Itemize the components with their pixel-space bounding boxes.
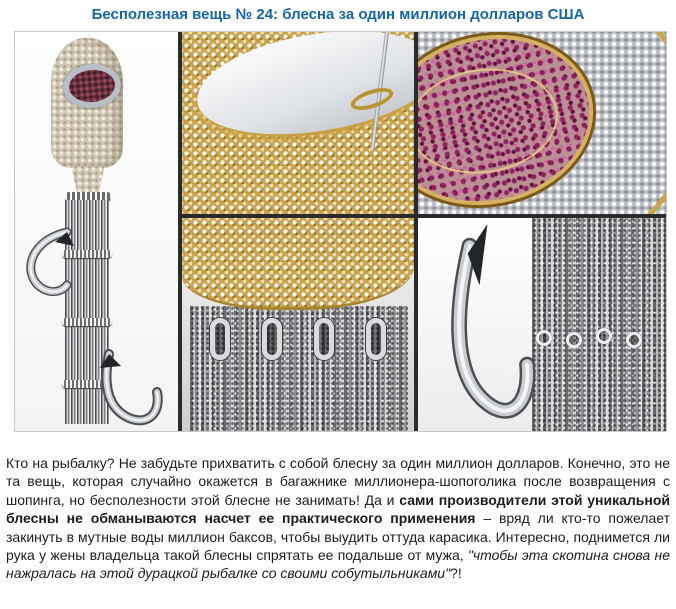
chain-ring [596,328,612,344]
photo-hook-chains [418,218,666,431]
small-hook-graphic-bottom [95,348,165,428]
chain-curtain [532,218,666,431]
chain-ring [626,332,642,348]
handle-taper [69,166,107,194]
chain-clasp [366,318,386,360]
chain-clasp [314,318,334,360]
article-segment-bold: сами производители этой уникальной блесны не обманываются насчет ее практического применения [6,491,670,527]
large-hook-graphic [424,220,542,428]
chain-ring [566,332,582,348]
ruby-gold-wire [418,59,565,183]
article-segment-italic: "чтобы эта скотина снова не нажралась на этой дурацкой рыбалке со своими собутыльниками" [6,547,670,582]
photo-diamond-body-chains [182,218,414,431]
lure-photo-collage [14,31,667,432]
photo-ruby-oval [418,32,666,214]
small-hook-graphic-top [17,222,75,300]
photo-diamond-band [182,32,414,214]
chain-clasp [210,318,230,360]
article-segment-normal: – вряд ли кто-то пожелает закинуть в мутные воды миллион баксов, чтобы выудить оттуда карасика. Интересно, поднимется ли рука у жены владельца такой блесны спрятать ее подальше от мужа, [6,510,670,564]
article-paragraph [6,454,670,583]
photo-lure-overview [15,32,178,431]
article-segment-normal: ?! [450,565,462,582]
article-segment-normal: Кто на рыбалку? Не забудьте прихватить с собой блесну за один миллион долларов. Конечно, это не та вещь, которая случайно окажется в багажнике миллионера-шопоголика после возвращения с шопинга, но бесполезности этой блесне не занимать! Да и [6,455,670,508]
diamond-dome [182,218,414,310]
chain-band [62,318,112,326]
chain-clasp [262,318,282,360]
page-title: Бесполезная вещь № 24: блесна за один миллион долларов США [91,6,585,23]
